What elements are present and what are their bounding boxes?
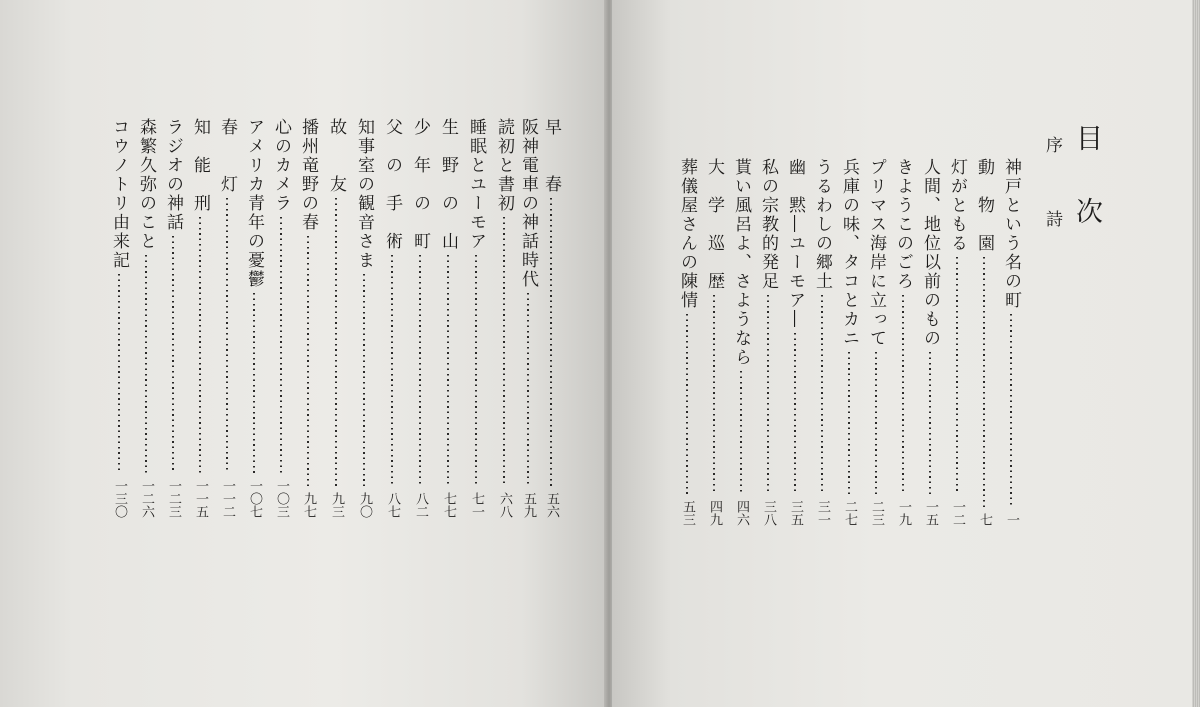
toc-entry-page: 五六 [544, 492, 559, 518]
dot-leader [686, 314, 688, 494]
section-label: 序 詩 [1042, 136, 1062, 247]
toc-entry [865, 158, 887, 526]
dot-leader [145, 255, 147, 473]
toc-entry [946, 158, 968, 526]
toc-entry-title: 読初と書初 [494, 118, 514, 213]
toc-entry-page: 五九 [521, 492, 536, 518]
toc-entry-title: 神戸という名の町 [1001, 158, 1021, 310]
toc-entry-page: 四六 [734, 500, 749, 526]
toc-entry [517, 118, 539, 518]
dot-leader [767, 295, 769, 494]
dot-leader [172, 236, 174, 473]
toc-entry-title: 春 灯 [217, 118, 237, 194]
toc-entry-page: 九七 [301, 492, 316, 518]
page-edges [1192, 0, 1200, 707]
toc-entry [919, 158, 941, 526]
toc-entry [297, 118, 319, 518]
toc-entry [465, 118, 487, 518]
dot-leader [794, 333, 796, 494]
toc-entry [437, 118, 459, 518]
toc-entry-page: 七七 [441, 492, 456, 518]
toc-entry [189, 118, 211, 518]
toc-entry-page: 三一 [815, 500, 830, 526]
toc-entry [838, 158, 860, 526]
toc-entry-page: 三五 [788, 500, 803, 526]
toc-entry-page: 一一二 [220, 479, 235, 518]
toc-entry-page: 一二六 [139, 479, 154, 518]
toc-entry [811, 158, 833, 526]
dot-leader [527, 293, 529, 486]
dot-leader [983, 257, 985, 507]
dot-leader [550, 198, 552, 486]
toc-entry [353, 118, 375, 518]
toc-entry [973, 158, 995, 526]
dot-leader [713, 295, 715, 494]
toc-entry [325, 118, 347, 518]
toc-entry-page: 六八 [497, 492, 512, 518]
toc-entry-page: 四九 [707, 500, 722, 526]
toc-entry-page: 八二 [413, 492, 428, 518]
toc-entry [216, 118, 238, 518]
toc-entry-title: うるわしの郷土 [812, 158, 832, 291]
toc-entry-title: コウノトリ由来記 [109, 118, 129, 270]
toc-entry-title: 葬儀屋さんの陳情 [677, 158, 697, 310]
toc-entry-page: 七一 [469, 492, 484, 518]
dot-leader [447, 255, 449, 486]
toc-entry-title: 生 野 の 山 [438, 118, 458, 251]
dot-leader [875, 352, 877, 494]
toc-entry-page: 一九 [896, 500, 911, 526]
toc-entry-title: 故 友 [326, 118, 346, 194]
dot-leader [226, 198, 228, 473]
toc-entry-page: 九三 [329, 492, 344, 518]
dot-leader [118, 274, 120, 473]
toc-entry [1000, 158, 1022, 526]
toc-entry [409, 118, 431, 518]
dot-leader [821, 295, 823, 494]
dot-leader [503, 217, 505, 486]
toc-entry-title: きようこのごろ [893, 158, 913, 291]
toc-entry-page: 九〇 [357, 492, 372, 518]
dot-leader [956, 257, 958, 494]
toc-entry [676, 158, 698, 526]
toc-entry-title: 父 の 手 術 [382, 118, 402, 251]
toc-entry [135, 118, 157, 518]
toc-entry-page: 一三〇 [112, 479, 127, 518]
toc-heading: 目次 [1071, 124, 1102, 270]
dot-leader [475, 255, 477, 486]
toc-entry [108, 118, 130, 518]
toc-entry-page: 二三 [869, 500, 884, 526]
toc-entry-page: 一二三 [166, 479, 181, 518]
dot-leader [363, 274, 365, 486]
toc-entry-title: 人間、地位以前のもの [920, 158, 940, 348]
toc-entry [381, 118, 403, 518]
toc-entry-title: 貰い風呂よ、さようなら [731, 158, 751, 367]
dot-leader [740, 371, 742, 494]
toc-entry-page: 三八 [761, 500, 776, 526]
toc-entry-page: 一 [1004, 513, 1019, 526]
toc-entry-title: 森繁久弥のこと [136, 118, 156, 251]
dot-leader [253, 293, 255, 473]
dot-leader [391, 255, 393, 486]
dot-leader [335, 198, 337, 486]
toc-entry [162, 118, 184, 518]
toc-entry [703, 158, 725, 526]
toc-entry-title: 灯がともる [947, 158, 967, 253]
toc-entry-title: 阪神電車の神話時代 [518, 118, 538, 289]
toc-entry-title: 早 春 [541, 118, 561, 194]
toc-entry-page: 一一五 [193, 479, 208, 518]
toc-entry-title: アメリカ青年の憂鬱 [244, 118, 264, 289]
toc-entry [243, 118, 265, 518]
toc-entry-title: 睡眠とユーモア [466, 118, 486, 251]
toc-entry-title: 幽 黙―ユーモア― [785, 158, 805, 329]
toc-entry-page: 五三 [680, 500, 695, 526]
toc-entry-title: 知事室の観音さま [354, 118, 374, 270]
toc-entry-page: 一〇七 [247, 479, 262, 518]
toc-entry-page: 一二 [950, 500, 965, 526]
dot-leader [902, 295, 904, 494]
toc-entry [757, 158, 779, 526]
dot-leader [1010, 314, 1012, 507]
toc-entry [730, 158, 752, 526]
dot-leader [419, 255, 421, 486]
toc-entry [270, 118, 292, 518]
toc-entry-title: 大 学 巡 歴 [704, 158, 724, 291]
toc-entry [892, 158, 914, 526]
toc-entry-page: 七 [977, 513, 992, 526]
toc-entry-page: 二七 [842, 500, 857, 526]
dot-leader [307, 236, 309, 486]
toc-entry-title: 心のカメラ [271, 118, 291, 213]
toc-entry-title: 動 物 園 [974, 158, 994, 253]
dot-leader [199, 217, 201, 473]
toc-entry [493, 118, 515, 518]
toc-entry-title: 播州竜野の春 [298, 118, 318, 232]
dot-leader [929, 352, 931, 494]
dot-leader [280, 217, 282, 473]
toc-entry-title: 少 年 の 町 [410, 118, 430, 251]
toc-entry-page: 一五 [923, 500, 938, 526]
toc-entry-title: 私の宗教的発足 [758, 158, 778, 291]
toc-entry [784, 158, 806, 526]
toc-entry [540, 118, 562, 518]
toc-entry-title: ラジオの神話 [163, 118, 183, 232]
dot-leader [848, 352, 850, 494]
toc-entry-page: 一〇三 [274, 479, 289, 518]
toc-entry-title: 知 能 刑 [190, 118, 210, 213]
toc-entry-title: 兵庫の味、タコとカニ [839, 158, 859, 348]
toc-entry-title: プリマス海岸に立って [866, 158, 886, 348]
toc-entry-page: 八七 [385, 492, 400, 518]
